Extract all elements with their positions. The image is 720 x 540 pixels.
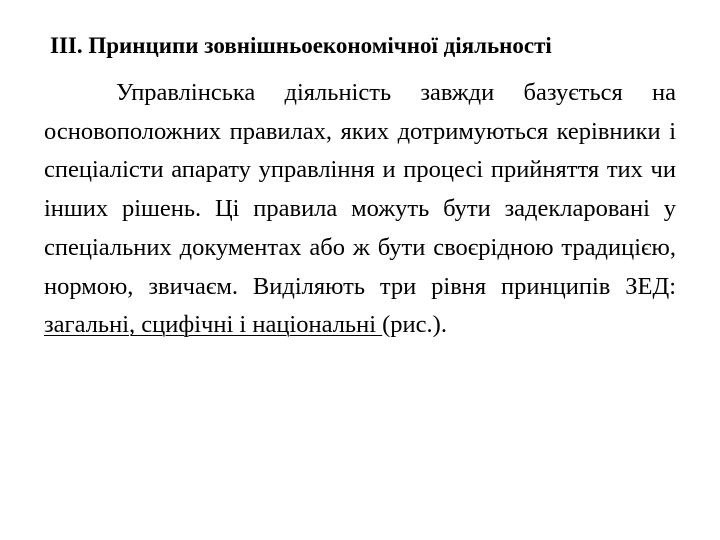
slide-heading: ІІІ. Принципи зовнішньоекономічної діяльності: [50, 33, 552, 58]
paragraph-ending: (рис.).: [382, 311, 447, 339]
paragraph-intro: Управлінська діяльність завжди базується на основоположних правилах, яких дотримуються керівники і спеціалісти апарату управління и процесі прийняття тих чи інших рішень. Ці правила можуть бути задекларовані у спеціальних документах або ж бути своєрідною традицією, нормою, звичаєм. Виділяють три рівня принципів ЗЕД:: [44, 79, 676, 300]
principles-link[interactable]: загальні, сцифічні і національні: [44, 311, 383, 339]
body-paragraph: [44, 74, 676, 345]
